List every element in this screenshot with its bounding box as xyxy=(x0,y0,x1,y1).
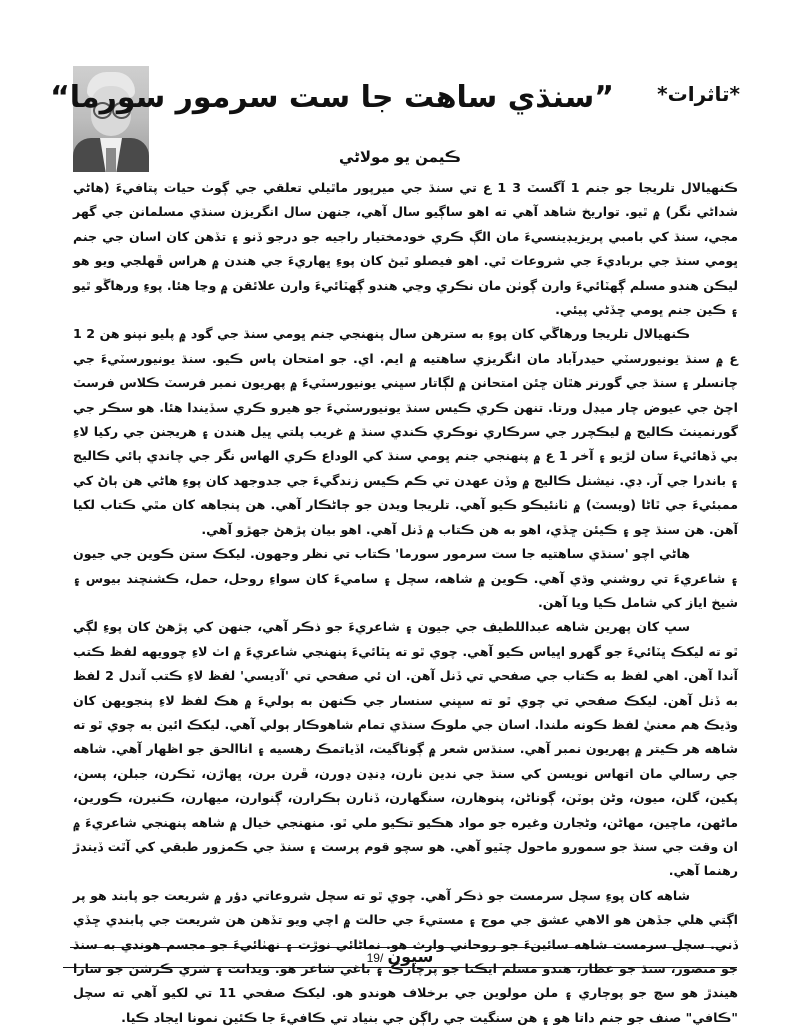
paragraph-1: ڪنهيالال تلريجا جو جنم 1 آگسٽ 3 1 ع تي سنڌ جي ميرپور ماٿيلي تعلقي جي ڳوٺ حيات پتافيءَ (هاڻي شداڻي نگر) ۾ ٿيو. تواريخ شاهد آهي ته اهو ساڳيو سال آهي، جنهن سال انگريزن سنڌي مسلمانن جي گهر مجي، سنڌ کي بامبي پريزيڊينسيءَ مان الڳ ڪري خودمختيار راجيه جو درجو ڏنو ۽ تڏهن کان اسان جي جنم ڀومي سنڌ جي برباديءَ جي شروعات ٿي. اهو فيصلو ٿيڻ کان پوءِ ڀهاريءَ جي هندن ۾ هراس ڦهلجي ويو هو ليڪن هندو مسلم ڳهٽائيءَ وارن ڳوٺن مان نڪري وڃي هندو ڳهٽائيءَ وارن علائقن ۾ وڃا هئا. پوءِ ورهاڱو ٿيو ۽ ڪين جنم ڀومي ڇڏڻي پيئي. xyxy=(73,180,738,318)
page-number: 19/ xyxy=(366,951,384,965)
magazine-name: سپون xyxy=(387,947,434,966)
article-title: ”سنڌي ساهت جا ست سرمور سورما“ xyxy=(50,80,614,115)
paragraph-2: ڪنهيالال تلريجا ورهاڱي کان پوءِ به سترهن سال پنهنجي جنم ڀومي سنڌ جي گود ۾ پليو نپنو هن 2 1 ع ۾ سنڌ يونيورسٽي حيدرآباد مان انگريزي ساهتيه ۾ ايم. اي. جو امتحان پاس ڪيو. سنڌ يونيورسٽيءَ جي چانسلر ۽ سنڌ جي گورنر هٿان ڇئن امتحانن ۾ لڳاتار سڀني يونيورسٽيءَ ۾ پهريون نمبر فرسٽ ڪلاس فرسٽ اچڻ جي عيوض چار ميڊل ورتا. تنهن ڪري ڪيس سنڌ يونيورسٽيءَ جو هيرو ڪري سڏيندا هئا. هو سڪر جي گورنمينٽ ڪاليج ۾ ليڪچرر جي سرڪاري نوڪري ڪندي سنڌ ۾ غريب پلتي ڀيل هندن ۽ هريجنن جي رکيا لاءِ بي ڏهائيءَ سان لڙيو ۽ آخر 1 ع ۾ پنهنجي جنم ڀومي سنڌ کي الوداع ڪري الهاس نگر جي چاندي ٻائي ڪاليج ۽ باندرا جي آر. ڊي. نيشنل ڪاليج ۾ وڏن عهدن تي ڪم ڪيس زندگيءَ جي جدوجهد کان پوءِ هاڻي هن ٻاڻ کي ممبئيءَ جي ٿاڻا (ويسٽ) ۾ ٺانئيڪو ڪيو آهي. تلريجا ويدن جو ڄاڻڪار آهي. هن پنجاهه کان مٿي ڪتاب لکيا آهن. هن سنڌ ڇو ۽ ڪيئن ڇڏي، اهو به هن ڪتاب ۾ ڏنل آهي. اهو بيان پڙهڻ جهڙو آهي. xyxy=(73,326,738,537)
paragraph-4: سڀ کان پهرين شاهه عبداللطيف جي جيون ۽ شاعريءَ جو ذڪر آهي، جنهن کي پڙهڻ کان پوءِ لڳي ٿو ته ليکڪ ڀٽائيءَ جو گهرو اڀياس ڪيو آهي. چوي ٿو ته ڀٽائيءَ پنهنجي شاعريءَ ۾ اٺ لاءِ چوويهه لفظ ڪتب آندا آهن. اهي لفظ به ڪتاب جي صفحي تي ڏنل آهن. ان ئي صفحي تي 'آديسي' لفظ لاءِ ڪتب آندل 2 لفظ به ڏنل آهن. ليکڪ صفحي تي چوي ٿو ته سڀني سنسار جي ڪنهن به ٻوليءَ ۾ هڪ لفظ لاءِ پنجويهن کان وڌيڪ هم معنيٰ لفظ ڪونه ملندا. اسان جي ملوڪ سنڌي تمام شاهوڪار ٻولي آهي. ليکڪ ائين به چوي ٿو ته شاهه هر ڪيتر ۾ پهريون نمبر آهي. سنڌس شعر ۾ ڳوناگيت، اڏياتمڪ رهسيه ۽ اناالحق جو اظهار آهي. شاهه جي رسالي مان اتهاس نويسن کي سنڌ جي ندين نارن، ڍنڍن ڍورن، ڦرن برن، ڀهاڙن، ٽڪرن، جبلن، پسن، پکين، گلن، ميون، وڻن ٻوٽن، ڳوناڻن، پنوهارن، سنگهارن، ڏنارن ٻڪرارن، ڳنوارن، ميهارن، ڪنيرن، ڪورين، ماڻهن، ماچين، مهاڻن، وڻجارن وغيره جو مواد هڪيو تڪيو ملي ٿو. منهنجي خيال ۾ شاهه پنهنجي شاعريءَ ۾ ان وقت جي سنڌ جو سمورو ماحول چٽيو آهي. هو سچو قوم پرست ۽ سنڌ جي ڪمزور طبقي کي آٿت ڏيندڙ رهنما آهي. xyxy=(73,619,738,879)
footer-divider-bottom xyxy=(63,967,737,968)
section-tag: *تاثرات* xyxy=(657,82,740,106)
author-name: ڪيمن يو مولاڻي xyxy=(339,148,461,166)
paragraph-5: شاهه کان پوءِ سچل سرمست جو ذڪر آهي. چوي ٿو ته سچل شروعاتي دؤر ۾ شريعت جو پابند هو پر اڳتي هلي جڏهن هو الاهي عشق جي موج ۽ مستيءَ جي حالت ۾ اچي ويو تڏهن هن شريعت جي پابندي ڇڏي ڏني. سچل سرمست شاهه سائينءَ جو روحاني وارث هو. نماڻائي نوڙت ۽ نهٺائيءَ جو مجسم هوندي به سنڌ جو منصور، سنڌ جو عطار، هندو مسلم ايڪتا جو پرچارڪ ۽ باغي شاعر هو. ويدانت ۽ شري ڪرشن جو سارا هيندڙ هو سچ جو پوڄاري ۽ ملن مولوين جي برخلاف هوندو هو. ليکڪ صفحي 11 تي لکيو آهي ته سچل "ڪافي" صنف جو جنم داتا هو ۽ هن سنگيت جي راڳن جي بنياد تي ڪافيءَ جا ڪئين نمونا ايجاد ڪيا. xyxy=(73,887,738,1025)
paragraph-3: هاڻي اچو 'سنڌي ساهتيه جا ست سرمور سورما' ڪتاب تي نظر وجهون. ليکڪ ستن ڪوين جي جيون ۽ شاعريءَ تي روشني وڌي آهي. ڪوين ۾ شاهه، سچل ۽ ساميءَ کان سواءِ روحل، حمل، ڪشنچند بيوس ۽ شيخ اياز کي شامل ڪيا ويا آهن. xyxy=(73,546,738,610)
article-body xyxy=(73,176,738,1030)
page-footer xyxy=(0,947,800,967)
article-header xyxy=(50,74,740,124)
